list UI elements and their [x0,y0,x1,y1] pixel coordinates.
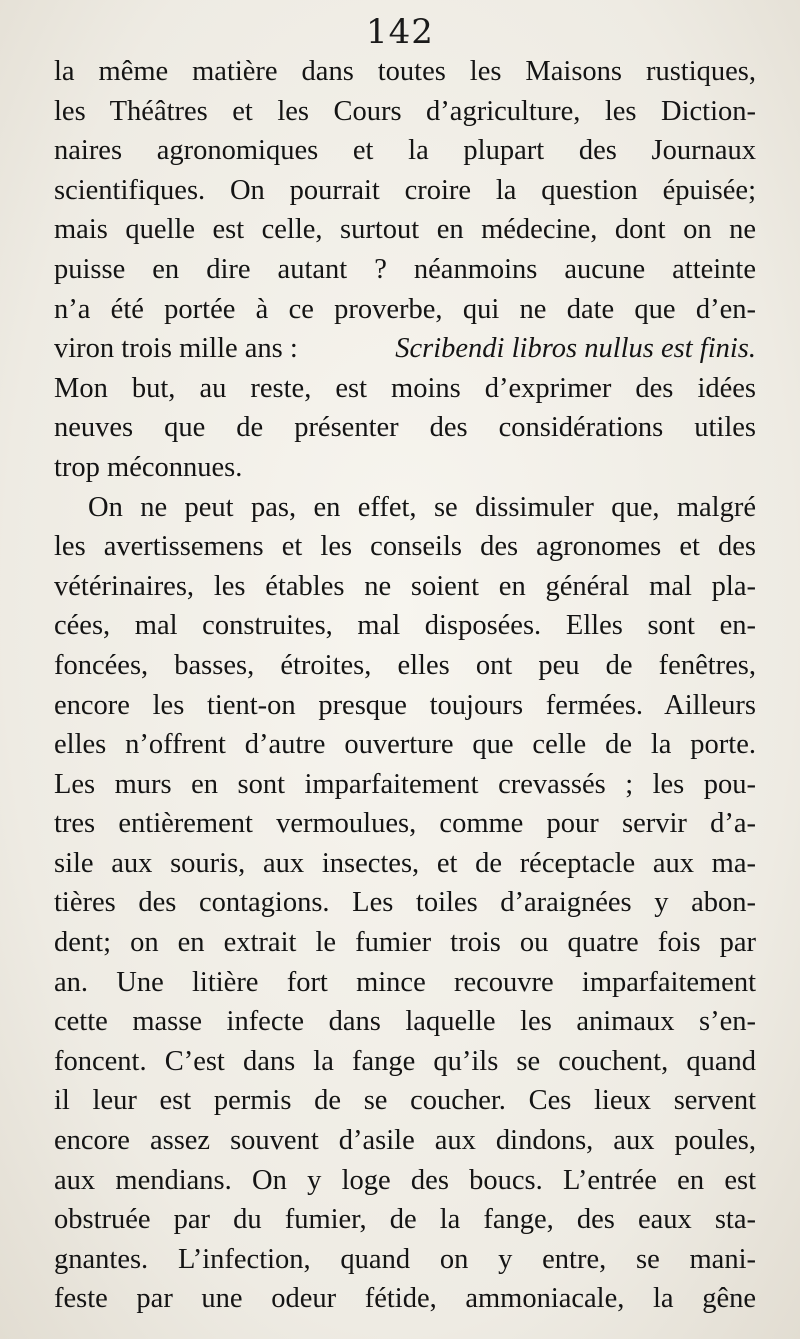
text-line-segment: viron trois mille ans : [54,333,298,365]
text-line: n’a été portée à ce proverbe, qui ne date que d’en- [54,293,756,325]
text-line: dent; on en extrait le fumier trois ou quatre fois par [54,927,756,959]
text-line: Mon but, au reste, est moins d’exprimer des idées [54,372,756,404]
text-line: trop méconnues. [54,451,243,483]
text-line: aux mendians. On y loge des boucs. L’entrée en est [54,1164,756,1196]
text-line: encore les tient-on presque toujours fermées. Ailleurs [54,689,756,721]
text-line: mais quelle est celle, surtout en médecine, dont on ne [54,214,756,246]
text-line: On ne peut pas, en effet, se dissimuler que, malgré [88,491,756,523]
page-number: 142 [366,12,434,52]
text-line: cées, mal construites, mal disposées. Elles sont en- [54,610,756,642]
text-line: naires agronomiques et la plupart des Journaux [54,135,756,167]
text-line: elles n’offrent d’autre ouverture que celle de la porte. [54,729,756,761]
text-line: tières des contagions. Les toiles d’araignées y abon- [54,887,756,919]
text-line: vétérinaires, les étables ne soient en général mal pla- [54,570,756,602]
text-line: cette masse infecte dans laquelle les animaux s’en- [54,1006,756,1038]
text-line: la même matière dans toutes les Maisons rustiques, [54,56,756,87]
text-line: encore assez souvent d’asile aux dindons, aux poules, [54,1125,756,1157]
text-line: an. Une litière fort mince recouvre imparfaitement [54,966,756,998]
text-line: neuves que de présenter des considérations utiles [54,412,756,444]
text-line: obstruée par du fumier, de la fange, des eaux sta- [54,1204,756,1236]
text-line: tres entièrement vermoulues, comme pour servir d’a- [54,808,756,840]
text-line: puisse en dire autant ? néanmoins aucune atteinte [54,253,756,285]
latin-quotation: Scribendi libros nullus est finis. [395,333,756,365]
text-line: foncent. C’est dans la fange qu’ils se couchent, quand [54,1045,756,1077]
text-line: les Théâtres et les Cours d’agriculture, les Diction- [54,95,756,127]
text-line: foncées, basses, étroites, elles ont peu de fenêtres, [54,649,756,681]
text-line: gnantes. L’infection, quand on y entre, se mani- [54,1243,756,1275]
text-line: scientifiques. On pourrait croire la question épuisée; [54,174,756,206]
body-text [54,52,756,1319]
paragraph-1 [54,52,756,488]
text-line-with-latin-quote [54,329,756,369]
text-line: il leur est permis de se coucher. Ces lieux servent [54,1085,756,1117]
text-line: feste par une odeur fétide, ammoniacale, la gêne [54,1283,756,1315]
paragraph-2 [54,488,756,1319]
text-line: Les murs en sont imparfaitement crevassés ; les pou- [54,768,756,800]
text-line: les avertissemens et les conseils des agronomes et des [54,531,756,563]
text-line: sile aux souris, aux insectes, et de réceptacle aux ma- [54,847,756,879]
